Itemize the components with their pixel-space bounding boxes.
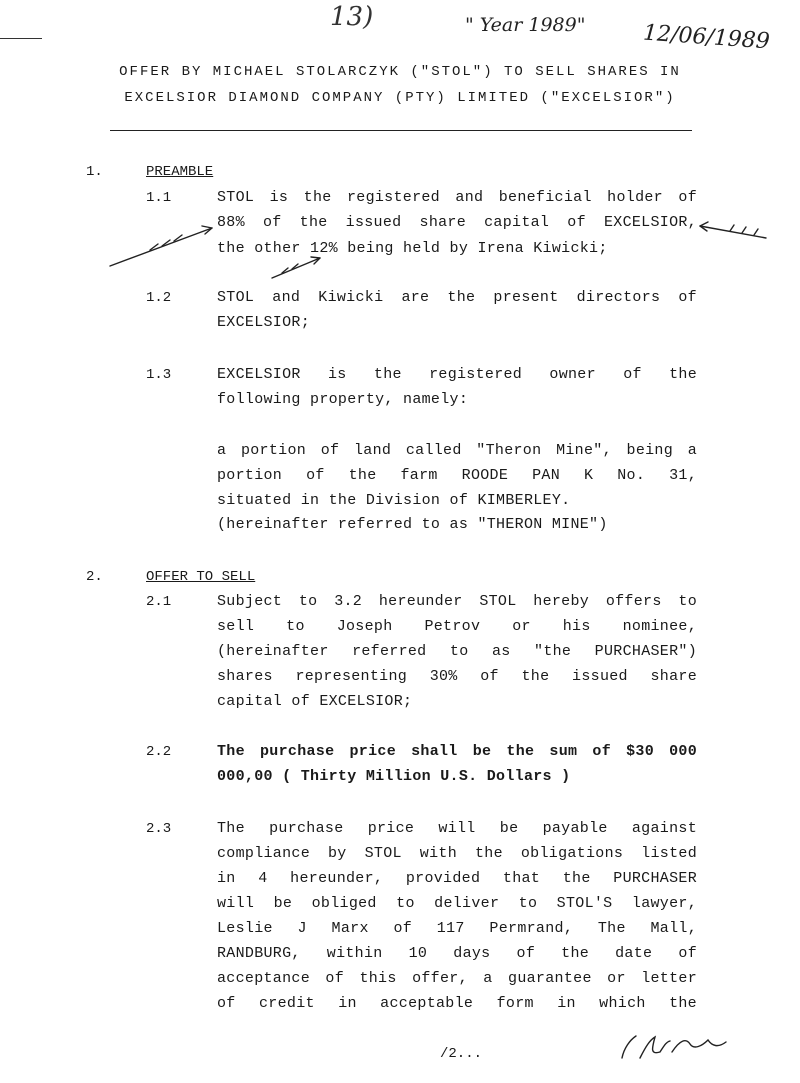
clause-2-1-number: 2.1 [146, 594, 172, 610]
clause-2-1-line: sell to Joseph Petrov or his nominee, [217, 618, 697, 635]
clause-2-2-line: 000,00 ( Thirty Million U.S. Dollars ) [217, 768, 571, 785]
offer-title-line1: OFFER BY MICHAEL STOLARCZYK ("STOL") TO SELL SHARES IN [119, 64, 681, 80]
clause-2-2-line: The purchase price shall be the sum of $30 000 [217, 743, 697, 760]
arrow-mark-lower [272, 258, 320, 278]
clause-2-3-line: acceptance of this offer, a guarantee or letter [217, 970, 697, 987]
page-continuation-marker: /2... [440, 1046, 483, 1062]
clause-2-1-line: shares representing 30% of the issued share [217, 668, 697, 685]
section-2-heading: OFFER TO SELL [146, 569, 256, 585]
section-1-heading: PREAMBLE [146, 164, 214, 180]
handwritten-year-note: " Year 1989" [465, 14, 586, 36]
section-2-number: 2. [86, 569, 103, 585]
signature [622, 1036, 726, 1058]
clause-1-2-line: STOL and Kiwicki are the present directors of [217, 289, 697, 306]
clause-2-2-number: 2.2 [146, 744, 172, 760]
clause-2-3-line: in 4 hereunder, provided that the PURCHASER [217, 870, 697, 887]
clause-1-3-line: following property, namely: [217, 391, 469, 408]
clause-2-1-line: Subject to 3.2 hereunder STOL hereby offers to [217, 593, 697, 610]
clause-2-3-line: of credit in acceptable form in which the [217, 995, 697, 1012]
property-description-line: (hereinafter referred to as "THERON MINE") [217, 516, 608, 533]
clause-2-3-line: The purchase price will be payable against [217, 820, 697, 837]
property-description-line: situated in the Division of KIMBERLEY. [217, 492, 571, 509]
clause-2-1-line: (hereinafter referred to as "the PURCHASER") [217, 643, 697, 660]
clause-1-1-line: STOL is the registered and beneficial holder of [217, 189, 697, 206]
clause-1-3-number: 1.3 [146, 367, 172, 383]
arrow-mark-left [110, 228, 212, 266]
section-1-number: 1. [86, 164, 103, 180]
clause-2-3-line: will be obliged to deliver to STOL'S lawyer, [217, 895, 697, 912]
clause-2-1-line: capital of EXCELSIOR; [217, 693, 413, 710]
clause-2-3-line: Leslie J Marx of 117 Permrand, The Mall, [217, 920, 697, 937]
clause-1-1-line: the other 12% being held by Irena Kiwicki; [217, 240, 608, 257]
clause-1-1-number: 1.1 [146, 190, 172, 206]
property-description-line: a portion of land called "Theron Mine", being a [217, 442, 697, 459]
clause-1-2-line: EXCELSIOR; [217, 314, 311, 331]
arrow-feather [150, 235, 182, 250]
clause-1-2-number: 1.2 [146, 290, 172, 306]
property-description-line: portion of the farm ROODE PAN K No. 31, [217, 467, 697, 484]
clause-2-3-number: 2.3 [146, 821, 172, 837]
handwritten-number: 13) [330, 2, 374, 32]
clause-2-3-line: compliance by STOL with the obligations listed [217, 845, 697, 862]
clause-2-3-line: RANDBURG, within 10 days of the date of [217, 945, 697, 962]
clause-1-3-line: EXCELSIOR is the registered owner of the [217, 366, 697, 383]
offer-title-line2: EXCELSIOR DIAMOND COMPANY (PTY) LIMITED ("EXCELSIOR") [124, 90, 676, 106]
clause-1-1-line: 88% of the issued share capital of EXCELSIOR, [217, 214, 697, 231]
handwritten-date: 12/06/1989 [642, 20, 771, 55]
